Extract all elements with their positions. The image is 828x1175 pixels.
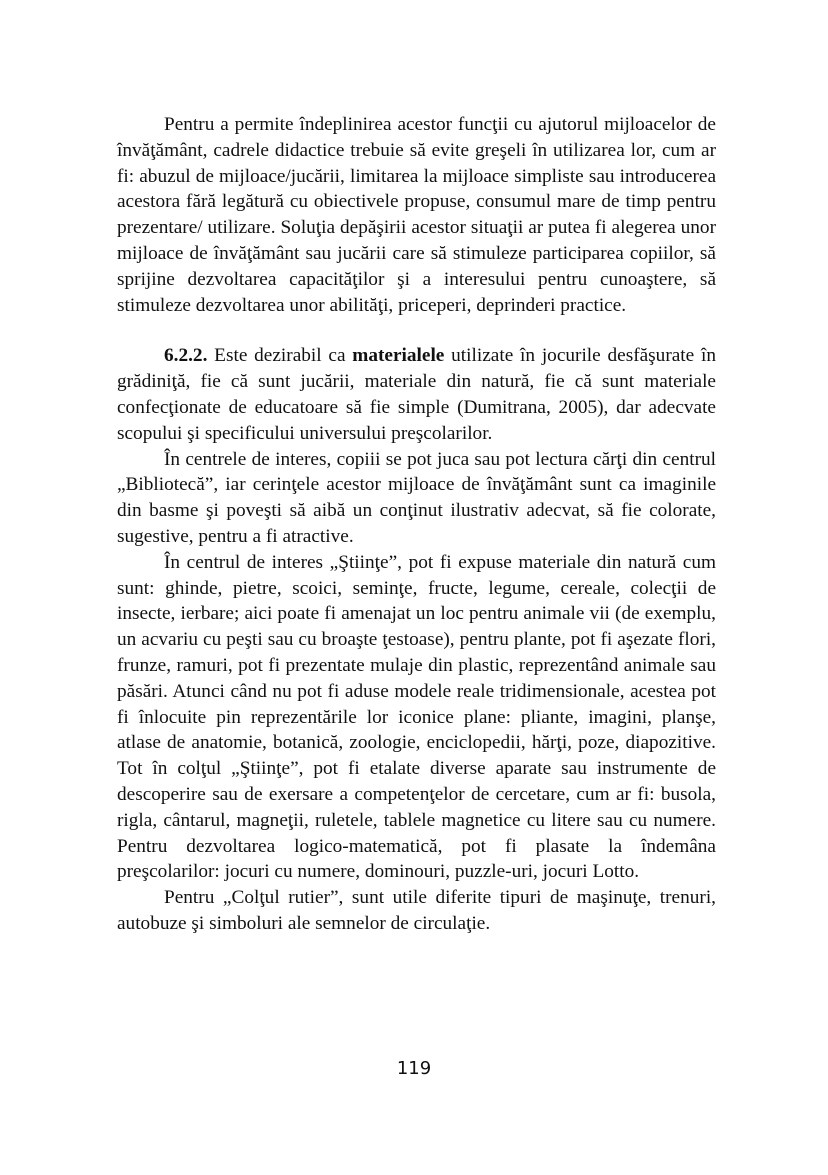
paragraph-traffic-corner: Pentru „Colţul rutier”, sunt utile diferite tipuri de maşinuţe, trenuri, autobuze şi simboluri ale semnelor de circulaţie. [117,887,716,934]
paragraph-teaching-aids-errors: Pentru a permite îndeplinirea acestor funcţii cu ajutorul mijloacelor de învăţământ, cadrele didactice trebuie să evite greşeli în utilizarea lor, cum ar fi: abuzul de mijloace/jucării, limitarea la mijloace simpliste sau introducerea acestora fără legătură cu obiectivele propuse, consumul mare de timp pentru prezentare/ utilizare. Soluţia depăşirii acestor situaţii ar putea fi alegerea unor mijloace de învăţământ sau jucării care să stimuleze participarea copiilor, să sprijine dezvoltarea capacităţilor şi a interesului pentru cunoaştere, să stimuleze dezvoltarea unor abilităţi, priceperi, deprinderi practice. [117,114,716,316]
paragraph-gap [117,318,716,343]
section-text-before: Este dezirabil ca [207,345,353,367]
paragraph-science-center: În centrul de interes „Ştiinţe”, pot fi expuse materiale din natură cum sunt: ghinde, pietre, scoici, seminţe, fructe, legume, cereale, colecţii de insecte, ierbare; aici poate fi amenajat un loc pentru animale vii (de exemplu, un acvariu cu peşti sau cu broaşte ţestoase), pentru plante, pot fi aşezate flori, frunze, ramuri, pot fi prezentate mulaje din plastic, reprezentând animale sau păsări. Atunci când nu pot fi aduse modele reale tridimensionale, acestea pot fi înlocuite pin reprezentările lor iconice plane: pliante, imagini, planşe, atlase de anatomie, botanică, zoologie, enciclopedii, hărţi, poze, diapozitive. Tot în colţul „Ştiinţe”, pot fi etalate diverse aparate sau instrumente de descoperire sau de exersare a competenţelor de cercetare, cum ar fi: busola, rigla, cântarul, magneţii, ruletele, tablele magnetice cu litere sau cu numere. Pentru dezvoltarea logico-matematică, pot fi plasate la îndemâna preşcolarilor: jocuri cu numere, dominouri, puzzle-uri, jocuri Lotto. [117,551,716,883]
page-body [117,112,716,937]
bold-term-materialele: materialele [352,345,445,367]
section-number: 6.2.2. [164,345,208,367]
paragraph-library-center: În centrele de interes, copiii se pot juca sau pot lectura cărţi din centrul „Bibliotecă”, iar cerinţele acestor mijloace de învăţământ sunt ca imaginile din basme şi poveşti să aibă un conţinut ilustrativ adecvat, să fie colorate, sugestive, pentru a fi atractive. [117,448,716,547]
page-number: 119 [396,1058,432,1079]
paragraph-section-6-2-2 [117,343,716,446]
section-text-after: utilizate în jocurile desfăşurate în grădiniţă, fie că sunt jucării, materiale din natură, fie că sunt materiale confecţionate de educatoare să fie simple (Dumitrana, 2005), dar adecvate scopului şi specificului universului preşcolarilor. [117,345,716,444]
